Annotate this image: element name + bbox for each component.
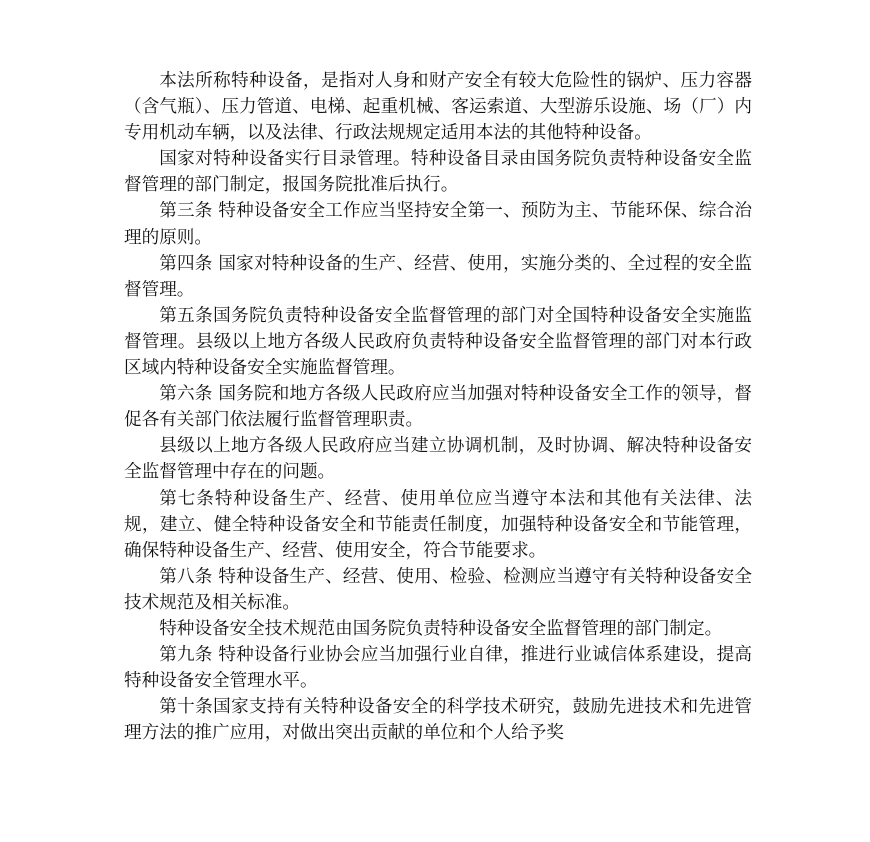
paragraph-article-6: 第六条 国务院和地方各级人民政府应当加强对特种设备安全工作的领导，督促各有关部门依法履行监督管理职责。 — [124, 384, 752, 431]
paragraph-article-3: 第三条 特种设备安全工作应当坚持安全第一、预防为主、节能环保、综合治理的原则。 — [124, 201, 752, 248]
paragraph-article-4: 第四条 国家对特种设备的生产、经营、使用，实施分类的、全过程的安全监督管理。 — [124, 253, 752, 300]
document-body — [124, 68, 752, 746]
paragraph-coordination-mechanism: 县级以上地方各级人民政府应当建立协调机制，及时协调、解决特种设备安全监督管理中存在的问题。 — [124, 436, 752, 483]
paragraph-catalog-management: 国家对特种设备实行目录管理。特种设备目录由国务院负责特种设备安全监督管理的部门制定，报国务院批准后执行。 — [124, 149, 752, 196]
paragraph-article-5: 第五条国务院负责特种设备安全监督管理的部门对全国特种设备安全实施监督管理。县级以上地方各级人民政府负责特种设备安全监督管理的部门对本行政区域内特种设备安全实施监督管理。 — [124, 305, 752, 379]
paragraph-article-7: 第七条特种设备生产、经营、使用单位应当遵守本法和其他有关法律、法规，建立、健全特种设备安全和节能责任制度，加强特种设备安全和节能管理，确保特种设备生产、经营、使用安全，符合节能要求。 — [124, 488, 752, 561]
paragraph-article-10: 第十条国家支持有关特种设备安全的科学技术研究，鼓励先进技术和先进管理方法的推广应用，对做出突出贡献的单位和个人给予奖 — [124, 697, 752, 744]
paragraph-article-8: 第八条 特种设备生产、经营、使用、检验、检测应当遵守有关特种设备安全技术规范及相关标准。 — [124, 566, 752, 613]
paragraph-article-9: 第九条 特种设备行业协会应当加强行业自律，推进行业诚信体系建设，提高特种设备安全管理水平。 — [124, 645, 752, 692]
paragraph-technical-specifications: 特种设备安全技术规范由国务院负责特种设备安全监督管理的部门制定。 — [159, 618, 723, 639]
paragraph-special-equipment-definition: 本法所称特种设备，是指对人身和财产安全有较大危险性的锅炉、压力容器（含气瓶）、压力管道、电梯、起重机械、客运索道、大型游乐设施、场（厂）内专用机动车辆，以及法律、行政法规规定适用本法的其他特种设备。 — [124, 71, 752, 144]
